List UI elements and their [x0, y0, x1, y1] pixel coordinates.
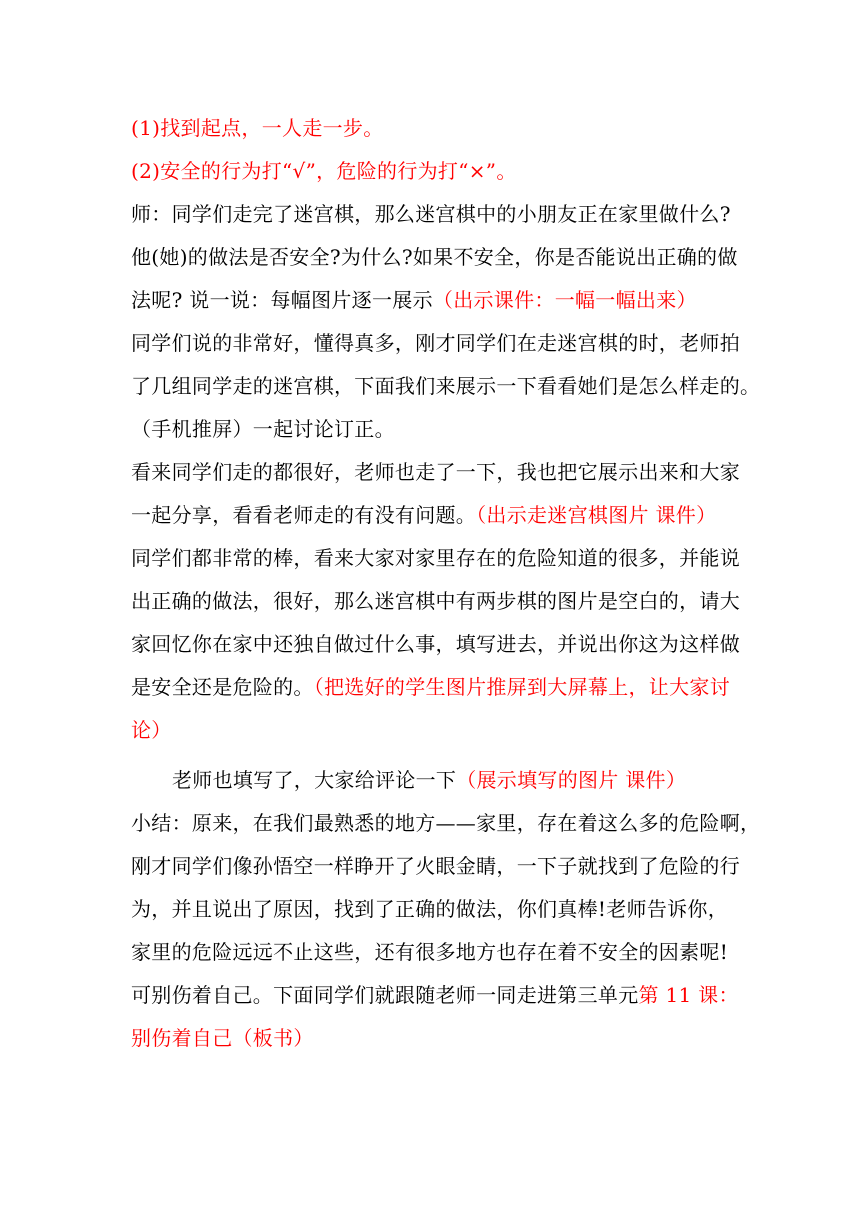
step-1-line — [131, 114, 384, 142]
lesson-title-text: 别伤着自己（板书） — [131, 1026, 314, 1050]
paragraph-text: 同学们说的非常好，懂得真多，刚才同学们在走迷宫棋的时，老师拍 — [131, 331, 740, 355]
paragraph-text: 家回忆你在家中还独自做过什么事，填写进去，并说出你这为这样做 — [131, 632, 740, 656]
indented-paragraph-line — [172, 766, 686, 794]
paragraph-line — [131, 673, 730, 701]
paragraph-text: 他(她)的做法是否安全?为什么?如果不安全，你是否能说出正确的做 — [131, 245, 738, 269]
paragraph-line — [131, 587, 740, 615]
summary-text: 为，并且说出了原因，找到了正确的做法，你们真棒!老师告诉你， — [131, 897, 729, 921]
paragraph-line — [131, 200, 731, 228]
instruction-note: （出示课件：一幅一幅出来） — [432, 288, 697, 312]
instruction-note: （展示填写的图片 课件） — [456, 768, 687, 792]
paragraph-line — [131, 501, 716, 529]
paragraph-line — [131, 243, 738, 271]
paragraph-text: 了几组同学走的迷宫棋，下面我们来展示一下看看她们是怎么样走的。 — [131, 374, 761, 398]
instruction-note: 论） — [131, 718, 172, 742]
summary-line — [131, 895, 728, 923]
paragraph-line — [131, 716, 172, 744]
step-2-text: (2)安全的行为打“√”，危险的行为打“×”。 — [131, 159, 517, 183]
summary-text: 小结：原来，在我们最熟悉的地方——家里，存在着这么多的危险啊， — [131, 811, 761, 835]
step-2-line — [131, 157, 517, 185]
summary-line — [131, 938, 728, 966]
paragraph-text: 出正确的做法，很好，那么迷宫棋中有两步棋的图片是空白的，请大 — [131, 589, 740, 613]
paragraph-text: 法呢? 说一说：每幅图片逐一展示 — [131, 288, 433, 312]
summary-line — [131, 852, 740, 880]
paragraph-line — [131, 329, 740, 357]
summary-text: 可别伤着自己。下面同学们就跟随老师一同走进第三单元 — [131, 983, 639, 1007]
paragraph-line — [131, 544, 740, 572]
instruction-note: （出示走迷宫棋图片 课件） — [476, 503, 717, 527]
paragraph-line — [131, 415, 395, 443]
paragraph-text: 同学们都非常的棒，看来大家对家里存在的危险知道的很多，并能说 — [131, 546, 740, 570]
instruction-note: （把选好的学生图片推屏到大屏幕上，让大家讨 — [313, 675, 731, 699]
lesson-title-line — [131, 1024, 314, 1052]
paragraph-text: 一起分享，看看老师走的有没有问题。 — [131, 503, 477, 527]
summary-line — [131, 809, 760, 837]
paragraph-text: 看来同学们走的都很好，老师也走了一下，我也把它展示出来和大家 — [131, 460, 740, 484]
lesson-reference: 第 11 课： — [638, 983, 739, 1007]
summary-line — [131, 981, 739, 1009]
paragraph-line — [131, 630, 740, 658]
summary-text: 刚才同学们像孙悟空一样睁开了火眼金睛，一下子就找到了危险的行 — [131, 854, 740, 878]
paragraph-line — [131, 458, 740, 486]
paragraph-line — [131, 372, 760, 400]
paragraph-text: 师：同学们走完了迷宫棋，那么迷宫棋中的小朋友正在家里做什么? — [131, 202, 731, 226]
step-1-text: (1)找到起点，一人走一步。 — [131, 116, 384, 140]
summary-text: 家里的危险远远不止这些，还有很多地方也存在着不安全的因素呢! — [131, 940, 729, 964]
paragraph-text: 是安全还是危险的。 — [131, 675, 314, 699]
paragraph-text: （手机推屏）一起讨论订正。 — [131, 417, 395, 441]
paragraph-line — [131, 286, 697, 314]
paragraph-text: 老师也填写了，大家给评论一下 — [172, 768, 457, 792]
